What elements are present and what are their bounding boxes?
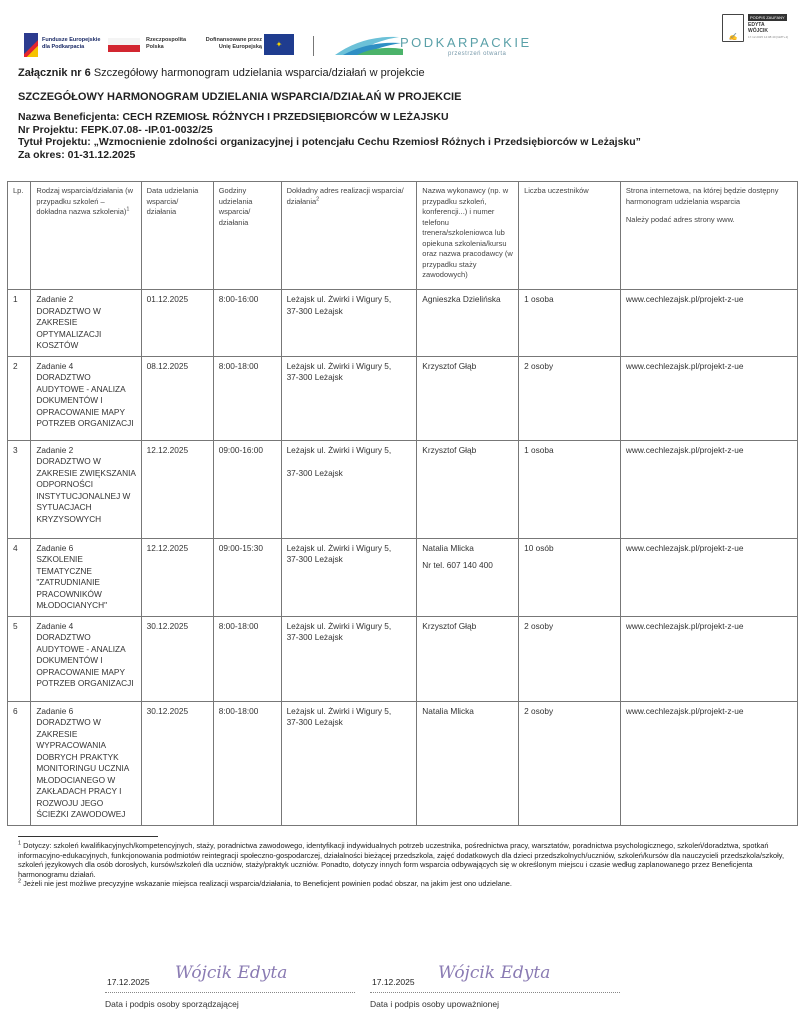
col-header-type: [31, 182, 141, 290]
row-lp: 1: [8, 290, 31, 357]
rp-logo-line1: Rzeczpospolita: [146, 37, 187, 43]
row-address: [281, 701, 417, 825]
row-hours: 09:00-16:00: [213, 440, 281, 538]
row-address-city: 37-300 Leżajsk: [286, 468, 343, 478]
row-website-link[interactable]: www.cechlezajsk.pl/projekt-z-ue: [620, 538, 797, 616]
stamp-header: PODPIS ZAUFANY: [750, 15, 785, 20]
row-contractor-name: Natalia Mlicka: [422, 542, 474, 553]
stamp-signer-first: EDYTA: [748, 22, 765, 28]
row-address-street: Leżajsk ul. Żwirki i Wigury 5,: [286, 444, 392, 455]
table-row: [8, 538, 798, 616]
table-row: [8, 356, 798, 440]
row-date: 08.12.2025: [141, 356, 213, 440]
stamp-signer: [748, 22, 768, 34]
rp-logo-text: [146, 37, 186, 51]
row-task: Zadanie 4: [36, 360, 74, 371]
row-participants: 2 osoby: [519, 616, 621, 701]
row-participants: 10 osób: [519, 538, 621, 616]
table-row: [8, 616, 798, 701]
col-header-contractor: [417, 182, 519, 290]
col-header-contractor-text: Nazwa wykonawcy (np. w przypadku szkoleń, konferencji...) i numer telefonu trenera/szkoleniowca lub opiekuna szkolenia/kursu oraz nazwa pracodawcy (w przypadku staży zawodowych): [422, 186, 513, 279]
row-participants: 1 osoba: [519, 440, 621, 538]
beneficiary-name: Nazwa Beneficjenta: CECH RZEMIOSŁ RÓŻNYCH I PRZEDSIĘBIORCÓW W LEŻAJSKU: [18, 111, 449, 123]
signature-label-preparer: Data i podpis osoby sporządzającej: [105, 999, 239, 1009]
row-type: [31, 616, 141, 701]
col-header-date-text: Data udzielania wsparcia/ działania: [146, 186, 199, 216]
row-task-name: DORADZTWO W ZAKRESIE ZWIĘKSZANIA ODPORNOŚCI INSTYTUCJONALNEJ W SYTUACJACH KRYZYSOWYCH: [36, 456, 136, 524]
row-participants: 2 osoby: [519, 701, 621, 825]
handwritten-signature-authorized: Wójcik Edyta: [438, 963, 551, 983]
row-address-city: 37-300 Leżajsk: [286, 372, 343, 382]
row-hours: 8:00-18:00: [213, 616, 281, 701]
signature-label-authorized: Data i podpis osoby upoważnionej: [370, 999, 500, 1009]
row-website-link[interactable]: www.cechlezajsk.pl/projekt-z-ue: [620, 290, 797, 357]
table-row: [8, 290, 798, 357]
row-task: Zadanie 6: [36, 705, 74, 716]
row-type: [31, 290, 141, 357]
signed-document-icon: ✍: [722, 14, 744, 42]
poland-flag-icon: [108, 38, 140, 52]
col-header-address: [281, 182, 417, 290]
row-address: [281, 290, 417, 357]
row-date: 30.12.2025: [141, 616, 213, 701]
row-hours: 8:00-18:00: [213, 356, 281, 440]
col-header-address-text: Dokładny adres realizacji wsparcia/ działania: [286, 186, 404, 206]
row-type: [31, 538, 141, 616]
table-row: [8, 701, 798, 825]
col-header-website: [620, 182, 797, 290]
rp-logo-line2: Polska: [146, 44, 164, 50]
fe-logo-icon: [24, 33, 38, 57]
row-address-street: Leżajsk ul. Żwirki i Wigury 5,: [286, 620, 392, 631]
project-meta: [18, 111, 641, 161]
col-header-date: [141, 182, 213, 290]
podkarpackie-logo-text: PODKARPACKIE: [400, 35, 532, 50]
row-contractor: Krzysztof Głąb: [417, 356, 519, 440]
row-address: [281, 538, 417, 616]
row-hours: 8:00-16:00: [213, 290, 281, 357]
row-task: Zadanie 2: [36, 294, 74, 304]
schedule-table: [7, 181, 798, 826]
row-type: [31, 440, 141, 538]
fe-logo-line1: Fundusze Europejskie: [42, 37, 101, 43]
attachment-description: Szczegółowy harmonogram udzielania wsparcia/działań w projekcie: [90, 67, 425, 79]
col-header-participants-text: Liczba uczestników: [524, 186, 589, 195]
footnote-2-text: Jeżeli nie jest możliwe precyzyjne wskazanie miejsca realizacji wsparcia/działania, to Beneficjent powinien podać obszar, na jakim jest ono udzielane.: [21, 879, 512, 888]
row-task: Zadanie 4: [36, 620, 74, 631]
row-task-name: DORADZTWO W ZAKRESIE OPTYMALIZACJI KOSZTÓW: [36, 305, 102, 350]
fe-logo-line2: dla Podkarpacia: [42, 44, 85, 50]
fe-logo-text: [42, 37, 100, 51]
row-type: [31, 701, 141, 825]
col-header-type-text: Rodzaj wsparcia/działania (w przypadku szkoleń – dokładna nazwa szkolenia): [36, 186, 134, 216]
row-address: [281, 356, 417, 440]
footnotes: [18, 841, 788, 889]
row-date: 30.12.2025: [141, 701, 213, 825]
signature-date-preparer: 17.12.2025: [107, 977, 150, 987]
table-row: [8, 440, 798, 538]
row-lp: 4: [8, 538, 31, 616]
footnote-divider: [18, 836, 158, 837]
row-contractor: Krzysztof Głąb: [417, 440, 519, 538]
signature-date-authorized: 17.12.2025: [372, 977, 415, 987]
row-website-link[interactable]: www.cechlezajsk.pl/projekt-z-ue: [620, 356, 797, 440]
row-task: Zadanie 6: [36, 542, 74, 553]
logo-separator: [313, 36, 314, 56]
page-title: SZCZEGÓŁOWY HARMONOGRAM UDZIELANIA WSPARCIA/DZIAŁAŃ W PROJEKCIE: [18, 91, 462, 103]
stamp-details: [748, 35, 788, 39]
row-address-street: Leżajsk ul. Żwirki i Wigury 5,: [286, 294, 392, 304]
row-contractor: [417, 538, 519, 616]
eu-flag-icon: ✦: [264, 34, 294, 55]
footnote-1: [18, 841, 788, 879]
row-contractor-phone: Nr tel. 607 140 400: [422, 560, 493, 570]
signature-line-preparer: [105, 992, 355, 993]
podkarpackie-logo-subtext: przestrzeń otwarta: [448, 51, 507, 57]
row-task-name: SZKOLENIE TEMATYCZNE "ZATRUDNIANIE PRACOWNIKÓW MŁODOCIANYCH": [36, 554, 108, 610]
footnote-ref-2: 2: [316, 196, 320, 202]
row-task: Zadanie 2: [36, 444, 74, 455]
row-hours: 09:00-15:30: [213, 538, 281, 616]
row-address-street: Leżajsk ul. Żwirki i Wigury 5,: [286, 705, 392, 716]
row-task-name: DORADZTWO W ZAKRESIE WYPRACOWANIA DOBRYCH PRAKTYK MONITORINGU UCZNIA MŁODOCIANEGO W ZAKŁADACH PRACY I ROZWOJU JEGO ŚCIEŻKI ZAWODOWEJ: [36, 717, 129, 819]
row-lp: 6: [8, 701, 31, 825]
col-header-participants: [519, 182, 621, 290]
stamp-signer-last: WÓJCIK: [748, 28, 768, 34]
row-contractor: Natalia Mlicka: [417, 701, 519, 825]
row-address-street: Leżajsk ul. Żwirki i Wigury 5,: [286, 542, 392, 553]
col-header-hours-text: Godziny udzielania wsparcia/ działania: [218, 186, 253, 227]
eu-logo-text: [204, 37, 262, 51]
row-participants: 2 osoby: [519, 356, 621, 440]
footnote-1-mark: 1: [18, 840, 22, 847]
row-website-link[interactable]: www.cechlezajsk.pl/projekt-z-ue: [620, 701, 797, 825]
row-participants: 1 osoba: [519, 290, 621, 357]
row-contractor: Krzysztof Głąb: [417, 616, 519, 701]
row-address: [281, 616, 417, 701]
col-header-lp-text: Lp.: [13, 186, 24, 195]
signature-line-authorized: [370, 992, 620, 993]
eu-logo-line2: Unię Europejską: [218, 44, 262, 50]
row-address-city: 37-300 Leżajsk: [286, 717, 343, 727]
podkarpackie-wave-icon: [333, 33, 403, 57]
col-header-website-note: Należy podać adres strony www.: [625, 215, 735, 224]
footnote-2-mark: 2: [18, 878, 22, 885]
row-website-link[interactable]: www.cechlezajsk.pl/projekt-z-ue: [620, 616, 797, 701]
col-header-hours: [213, 182, 281, 290]
project-title: Tytuł Projektu: „Wzmocnienie zdolności organizacyjnej i potencjału Cechu Rzemiosł Różnych i Przedsiębiorców w Leżajsku”: [18, 136, 641, 148]
row-address: [281, 440, 417, 538]
row-hours: 8:00-18:00: [213, 701, 281, 825]
footnote-ref-1: 1: [126, 206, 130, 213]
row-task-name: DORADZTWO AUDYTOWE - ANALIZA DOKUMENTÓW I OPRACOWANIE MAPY POTRZEB ORGANIZACJI: [36, 372, 134, 428]
attachment-caption: [18, 67, 425, 79]
col-header-lp: [8, 182, 31, 290]
row-contractor: Agnieszka Dzielińska: [417, 290, 519, 357]
footnote-1-text: Dotyczy: szkoleń kwalifikacyjnych/kompetencyjnych, staży, poradnictwa zawodowego, identyfikacji indywidualnych potrzeb uczestnika, pośrednictwa pracy, warsztatów, poradnictwa psychologicznego, szkoleń/doradztwa, spotkań informacyjno-edukacyjnych, funkcjonowania podmiotów reintegracji społeczno-gospodarczej, działalności bieżącej przedszkola, zajęć dodatkowych dla dzieci przedszkolnych/uczniów, szkoleń/kursów dla nauczycieli przedszkola/szkoły, szkoleń językowych dla osób dorosłych, kursów/szkoleń dla uczniów, staży/praktyk uczniów. Ponadto, dotyczy innych form wsparcia odbywających się w określonym miejscu i czasie według zaplanowanego przez Beneficjenta harmonogramu działań.: [18, 841, 784, 879]
row-address-street: Leżajsk ul. Żwirki i Wigury 5,: [286, 360, 392, 371]
footnote-2: [18, 879, 788, 889]
row-address-city: 37-300 Leżajsk: [286, 554, 343, 564]
table-header-row: [8, 182, 798, 290]
row-date: 12.12.2025: [141, 538, 213, 616]
row-date: 01.12.2025: [141, 290, 213, 357]
row-address-city: 37-300 Leżajsk: [286, 632, 343, 642]
row-lp: 5: [8, 616, 31, 701]
row-lp: 2: [8, 356, 31, 440]
col-header-website-text: Strona internetowa, na której będzie dostępny harmonogram udzielania wsparcia: [625, 186, 779, 206]
row-date: 12.12.2025: [141, 440, 213, 538]
row-lp: 3: [8, 440, 31, 538]
handwritten-signature-preparer: Wójcik Edyta: [175, 963, 288, 983]
row-address-city: 37-300 Leżajsk: [286, 305, 343, 316]
reporting-period: Za okres: 01-31.12.2025: [18, 148, 136, 161]
project-number: Nr Projektu: FEPK.07.08- -IP.01-0032/25: [18, 123, 213, 136]
row-website-link[interactable]: www.cechlezajsk.pl/projekt-z-ue: [620, 440, 797, 538]
row-task-name: DORADZTWO AUDYTOWE - ANALIZA DOKUMENTÓW I OPRACOWANIE MAPY POTRZEB ORGANIZACJI: [36, 632, 134, 688]
row-type: [31, 356, 141, 440]
attachment-number: Załącznik nr 6: [18, 67, 91, 79]
stamp-detail-date: 17.12.2025 14:08:40 [GMT+1]: [748, 35, 789, 39]
eu-logo-line1: Dofinansowane przez: [205, 37, 262, 43]
